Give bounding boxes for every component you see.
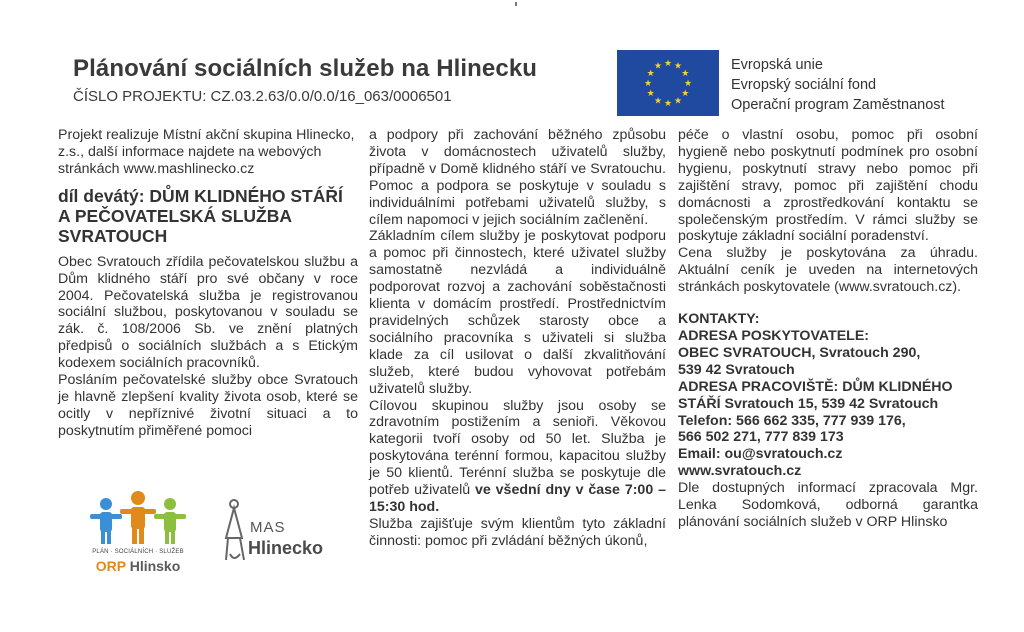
eu-star-icon: ★ <box>673 60 683 71</box>
orp-logo-name <box>86 558 190 574</box>
mas-logo-top: MAS <box>250 519 286 536</box>
contact-line: STÁŘÍ Svratouch 15, 539 42 Svratouch <box>678 395 939 412</box>
paragraph: péče o vlastní osobu, pomoc při osobní hygieně nebo poskytnutí podmínek pro osobní hygienu, poskytnutí stravy nebo pomoc při zajištění stravy, pomoc při zajištění chodu domácnosti a zprostředkování kontaktu se společenským prostředím. V rámci služby se poskytuje základní sociální poradenství. <box>678 127 978 245</box>
eu-star-icon: ★ <box>673 95 683 106</box>
column-3 <box>678 127 978 531</box>
service-hours: ve všední dny v čase 7:00 – 15:30 hod. <box>369 482 666 515</box>
contact-line: ADRESA PRACOVIŠTĚ: DŮM KLIDNÉHO <box>678 378 953 395</box>
eu-star-icon: ★ <box>646 88 655 98</box>
eu-star-icon: ★ <box>663 98 673 108</box>
paragraph: Služba zajišťuje svým klientům tyto základní činnosti: pomoc při zvládání běžných úkonů, <box>369 515 666 549</box>
paragraph: a podpory při zachování běžného způsobu života v domácnostech uživatelů služby, případně v Domě klidného stáří ve Svratouchu. Pomoc a podpora se poskytuje v souladu s individuálními potřebami uživatelů služby, s cílem napomoci v jejich sociálním začlenění. <box>369 127 666 228</box>
orp-logo-hlinsko: Hlinsko <box>125 558 181 574</box>
project-number: ČÍSLO PROJEKTU: CZ.03.2.63/0.0/0.0/16_063/0006501 <box>73 88 452 105</box>
column-2 <box>369 127 666 550</box>
paragraph-text: Cílovou skupinou služby jsou osoby se zdravotním postižením a senioři. Věkovou kategorii tvoří osoby od 50 let. Služba je poskytována terénní formou, kapacitou služby je 50 klientů. Terénní služba se poskytuje dle potřeb uživatelů <box>369 397 666 499</box>
intro-text: Projekt realizuje Místní akční skupina Hlinecko, z.s., další informace najdete na webových stránkách www.mashlinecko.cz <box>58 127 355 177</box>
eu-star-icon: ★ <box>653 95 663 106</box>
eu-star-icon: ★ <box>681 68 690 78</box>
contact-email[interactable]: Email: ou@svratouch.cz <box>678 446 843 463</box>
eu-line: Evropský sociální fond <box>731 77 877 93</box>
contact-line: OBEC SVRATOUCH, Svratouch 290, <box>678 344 921 361</box>
eu-star-icon: ★ <box>683 78 693 88</box>
eu-flag-icon <box>617 50 719 116</box>
orp-logo-caption: PLÁN · SOCIÁLNÍCH · SLUŽEB <box>92 549 184 555</box>
contact-line: Telefon: 566 662 335, 777 939 176, <box>678 412 906 429</box>
paragraph: Cena služby je poskytována za úhradu. Aktuální ceník je uveden na internetových stránkách poskytovatele (www.svratouch.cz). <box>678 245 978 296</box>
eu-text <box>731 55 945 115</box>
article-heading: díl devátý: DŮM KLIDNÉHO STÁŘÍ A PEČOVATELSKÁ SLUŽBA SVRATOUCH <box>58 185 343 246</box>
eu-line: Operační program Zaměstnanost <box>731 97 945 113</box>
contact-line: ADRESA POSKYTOVATELE: <box>678 327 870 344</box>
eu-line: Evropská unie <box>731 57 823 73</box>
column-1 <box>58 127 358 440</box>
eu-star-icon: ★ <box>681 88 690 98</box>
paragraph: Posláním pečovatelské služby obce Svratouch je hlavně zlepšení kvality života osob, které se ocitly v nepříznivé životní situaci a to poskytnutím přiměřené pomoci <box>58 372 358 439</box>
contacts <box>678 311 978 480</box>
eu-star-icon: ★ <box>643 78 653 88</box>
mas-logo-bottom: Hlinecko <box>248 538 324 558</box>
paragraph: Obec Svratouch zřídila pečovatelskou službu a Dům klidného stáří pro své občany v roce 2004. Pečovatelská služba je registrovanou sociální službou, poskytovanou v souladu se zák. č. 108/2006 Sb. ve znění platných předpisů o sociálních službách a s Etickým kodexem sociálních pracovníků. <box>58 253 358 372</box>
eu-star-icon: ★ <box>646 68 655 78</box>
contact-website[interactable]: www.svratouch.cz <box>678 463 802 480</box>
contact-line: KONTAKTY: <box>678 311 760 328</box>
contact-line: 539 42 Svratouch <box>678 361 795 378</box>
paragraph <box>369 398 666 516</box>
signature: Dle dostupných informací zpracovala Mgr. Lenka Sodomková, odborná garantka plánování sociálních služeb v ORP Hlinsko <box>678 480 978 530</box>
eu-star-icon: ★ <box>653 60 663 71</box>
paragraph: Základním cílem služby je poskytovat podporu a pomoc při činnostech, které uživatel služby samostatně nezvládá a individuálně podporovat rozvoj a zachování soběstačnosti klienta v domácím prostředí. Prostřednictvím pravidelných schůzek starosty obce a sociálního pracovníka s uživateli si služba klade za cíl usilovat o další zkvalitňování služeb, které budou vyhovovat potřebám uživatelů služby. <box>369 228 666 397</box>
page-title: Plánování sociálních služeb na Hlinecku <box>73 55 538 82</box>
eu-star-icon: ★ <box>663 58 673 68</box>
contact-line: 566 502 271, 777 839 173 <box>678 429 844 446</box>
orp-logo-orp: ORP <box>95 558 126 574</box>
top-dot <box>515 2 517 6</box>
